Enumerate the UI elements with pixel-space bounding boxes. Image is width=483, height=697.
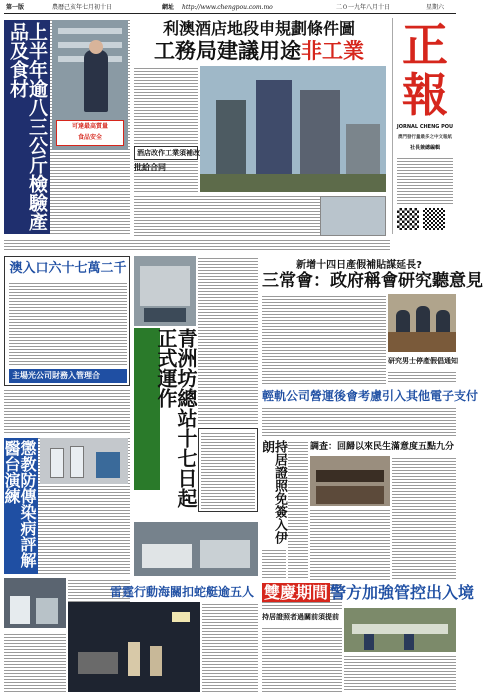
tourism-box	[4, 256, 130, 386]
border-subhead: 持居證照者過關前須提前	[262, 613, 339, 621]
border-headline-plain: 警方加強管控出入境	[330, 583, 475, 602]
masthead-romanized: JORNAL CHENG POU	[396, 124, 454, 130]
customs-story-text	[4, 632, 66, 692]
border-headline-highlight: 雙慶期間	[264, 583, 329, 602]
border-headline	[262, 582, 475, 604]
station-timetable	[198, 428, 258, 512]
lead-subhead: 批給合同	[134, 163, 166, 172]
weekday: 星期六	[426, 4, 445, 11]
tourism-text	[9, 281, 127, 367]
customs-story-text-2	[202, 602, 258, 692]
masthead-tagline: 澳門發行量最多之中文報紙	[398, 135, 452, 140]
stamp-text-2: 食品安全	[77, 134, 102, 141]
customs-headline: 雷霆行動海關扣蛇艇逾五人	[109, 585, 254, 599]
maternity-story-text	[262, 294, 386, 384]
masthead-contact-info	[397, 156, 453, 204]
masthead-office-label: 社長兼總編輯	[409, 145, 440, 151]
lead-headline-highlight: 非工業	[301, 39, 364, 63]
qr-code-1[interactable]	[397, 208, 419, 230]
iran-visa-text-2	[288, 440, 308, 580]
corrections-headline: 懲教防傳染病評解醫台演練	[4, 438, 38, 574]
website-link[interactable]: http://www.chengpou.com.mo	[182, 4, 273, 11]
lunar-date: 農曆己亥年七月初十日	[52, 4, 113, 11]
survey-story-text-2	[310, 508, 390, 580]
border-story-text-2	[344, 654, 456, 692]
lead-headline	[132, 38, 386, 64]
iran-visa-headline: 持居證照免簽入伊朗	[262, 440, 286, 550]
tourism-subhead: 主場光公司財務入管理合	[9, 369, 127, 383]
land-map-image	[320, 196, 386, 236]
customs-night-photo	[68, 602, 200, 692]
tourism-followup-text	[4, 388, 130, 434]
food-inspection-photo	[52, 20, 128, 150]
masthead-char-1: 正	[402, 18, 448, 72]
lead-headline-plain: 工務局建議用途	[154, 39, 301, 63]
border-story-text	[262, 626, 342, 692]
maternity-subhead: 研究男士停產假倡通知	[388, 357, 458, 365]
lead-photo-caption: 酒店改作工業須補改	[134, 146, 198, 160]
survey-headline: 調查：回歸以來民生滿意度五點九分	[310, 442, 455, 452]
light-rail-text	[262, 406, 456, 438]
hotel-building-photo	[200, 66, 386, 192]
qr-code-2[interactable]	[423, 208, 445, 230]
survey-story-text	[392, 456, 456, 580]
lead-kicker: 利澳酒店地段申規劃條件圖	[162, 19, 355, 38]
maternity-headline: 三常會：政府稱會研究聽意見	[262, 271, 483, 291]
masthead-char-2: 報	[402, 68, 448, 122]
maternity-story-text-2	[388, 370, 456, 384]
border-checkpoint-photo	[344, 608, 456, 652]
drill-photo-1	[40, 438, 128, 484]
tourism-headline: 澳入口六十七萬二千	[9, 261, 127, 276]
masthead	[392, 18, 456, 234]
website-label: 網址	[162, 4, 175, 11]
stamp-text-1: 可達最高質量	[71, 123, 108, 130]
page-number: 第一版	[6, 4, 25, 11]
light-rail-headline: 輕軌公司營運後會考慮引入其他電子支付	[262, 389, 479, 403]
station-headline: 青洲坊總站十七日起正式運作	[154, 328, 198, 508]
station-story-text	[198, 256, 258, 426]
bus-terminal-photo	[134, 522, 258, 576]
maternity-kicker: 新增十四日產假補貼謀延長?	[296, 260, 422, 271]
station-photo	[134, 256, 196, 326]
committee-meeting-photo	[388, 294, 456, 352]
header-bar	[4, 2, 456, 14]
survey-press-photo	[310, 456, 390, 506]
safety-stamp-box	[56, 120, 124, 146]
food-inspection-headline: 上半年逾八三公斤檢驗產品及食材	[4, 20, 50, 234]
issue-date: 二０一九年八月十日	[336, 4, 391, 11]
continued-text-strip	[4, 238, 390, 252]
